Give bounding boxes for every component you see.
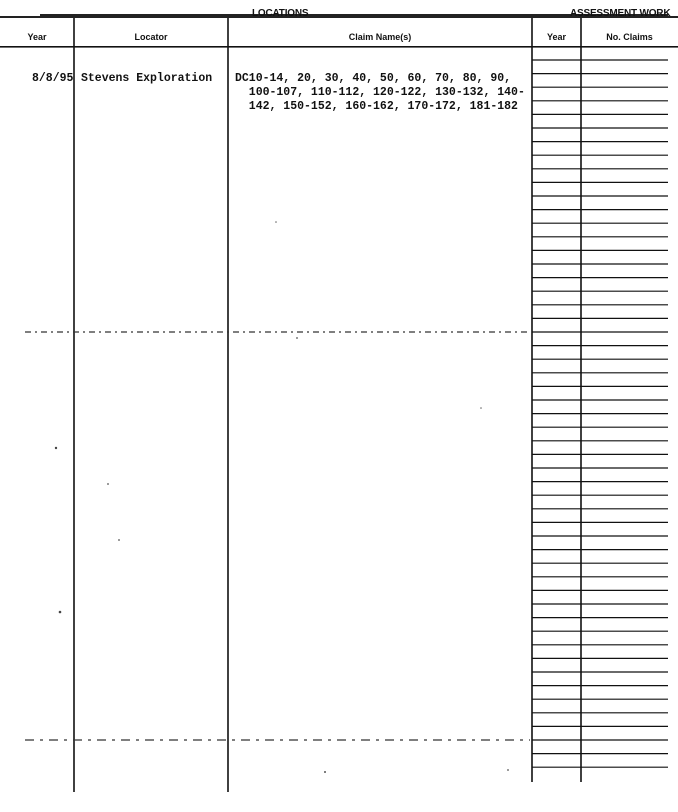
year-column-header: Year: [27, 32, 47, 42]
locations-section-label: LOCATIONS: [252, 8, 309, 19]
assessment-work-section-label: ASSESSMENT WORK: [570, 8, 671, 19]
locator-column-header: Locator: [134, 32, 168, 42]
entry-claim-line: 100-107, 110-112, 120-122, 130-132, 140-: [235, 86, 525, 99]
claim-names-column-header: Claim Name(s): [348, 32, 412, 42]
entry-claim-line: 142, 150-152, 160-162, 170-172, 181-182: [235, 100, 518, 113]
no-claims-column-header: No. Claims: [606, 32, 653, 42]
entry-year: 8/8/95: [32, 72, 74, 85]
assessment-year-column-header: Year: [546, 32, 567, 42]
entry-locator: Stevens Exploration: [81, 72, 213, 85]
entry-claim-line: DC10-14, 20, 30, 40, 50, 60, 70, 80, 90,: [235, 72, 512, 85]
